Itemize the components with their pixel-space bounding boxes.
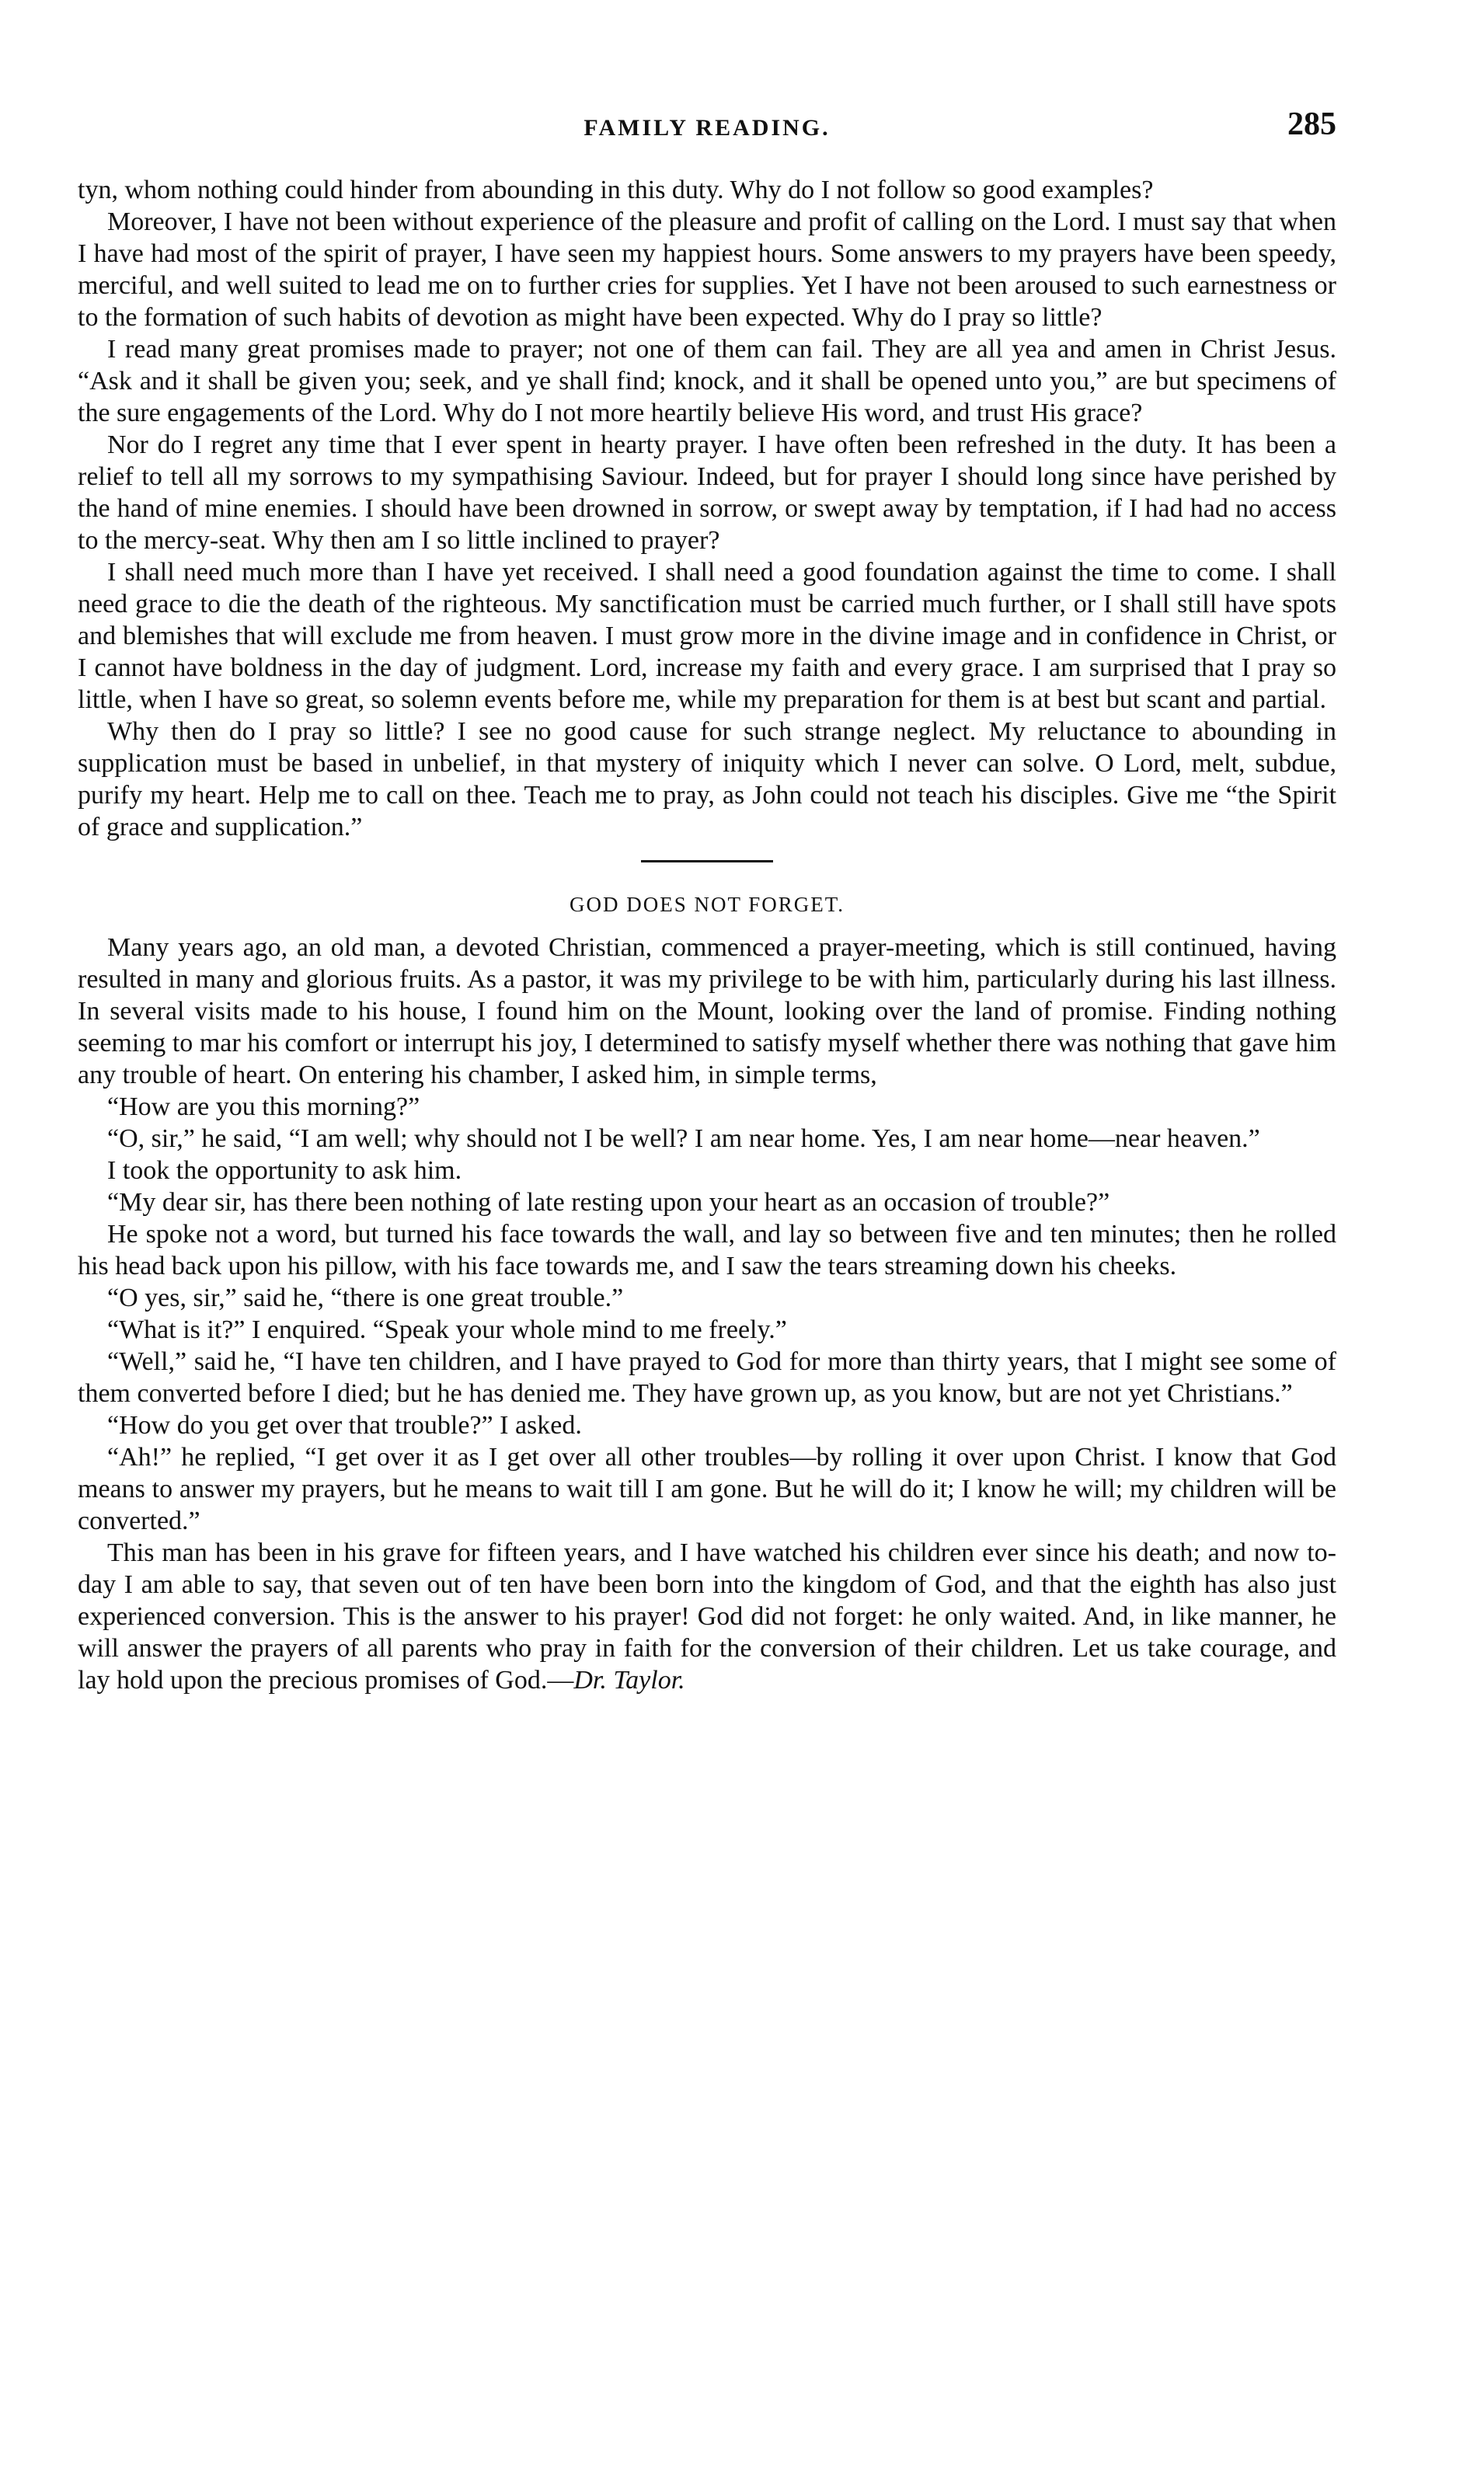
paragraph: “How do you get over that trouble?” I asked. [107, 1411, 582, 1440]
paragraph: He spoke not a word, but turned his face towards the wall, and lay so between five and ten minutes; then he rolled his head back upon his pillow, with his face towards me, and I saw the tears streaming down his cheeks. [78, 1220, 1336, 1280]
paragraph: I read many great promises made to prayer; not one of them can fail. They are all yea and amen in Christ Jesus. “Ask and it shall be given you; seek, and ye shall find; knock, and it shall be opened unto you,” are but specimens of the sure engagements of the Lord. Why do I not more heartily believe His word, and trust His grace? [78, 335, 1336, 427]
article-body [78, 174, 1336, 1696]
page-header [78, 101, 1336, 163]
final-paragraph [78, 1537, 1336, 1696]
paragraph-text: This man has been in his grave for fifteen years, and I have watched his children ever since his death; and now to-day I am able to say, that seven out of ten have been born into the kingdom of God, and that the eighth has also just experienced conversion. This is the answer to his prayer! God did not forget: he only waited. And, in like manner, he will answer the prayers of all parents who pray in faith for the conversion of their children. Let us take courage, and lay hold upon the precious promises of God.— [78, 1538, 1336, 1695]
paragraph: Nor do I regret any time that I ever spent in hearty prayer. I have often been refreshed in the duty. It has been a relief to tell all my sorrows to my sympathising Saviour. Indeed, but for prayer I should long since have perished by the hand of mine enemies. I should have been drowned in sorrow, or swept away by temptation, if I had had no access to the mercy-seat. Why then am I so little inclined to prayer? [78, 430, 1336, 555]
paragraph: “O yes, sir,” said he, “there is one great trouble.” [107, 1284, 624, 1312]
book-page [78, 101, 1336, 1696]
section-divider [641, 860, 773, 862]
paragraph: “What is it?” I enquired. “Speak your whole mind to me freely.” [107, 1315, 787, 1344]
paragraph: “My dear sir, has there been nothing of late resting upon your heart as an occasion of trouble?” [107, 1188, 1110, 1217]
paragraph: Why then do I pray so little? I see no good cause for such strange neglect. My reluctance to abounding in supplication must be based in unbelief, in that mystery of iniquity which I never can solve. O Lord, melt, subdue, purify my heart. Help me to call on thee. Teach me to pray, as John could not teach his disciples. Give me “the Spirit of grace and supplication.” [78, 717, 1336, 841]
paragraph: tyn, whom nothing could hinder from abounding in this duty. Why do I not follow so good examples? [78, 176, 1154, 204]
author-signature: Dr. Taylor. [573, 1666, 685, 1695]
page-number: 285 [1287, 106, 1336, 142]
section-title: GOD DOES NOT FORGET. [569, 893, 845, 916]
paragraph: I shall need much more than I have yet received. I shall need a good foundation against the time to come. I shall need grace to die the death of the righteous. My sanctification must be carried much further, or I shall still have spots and blemishes that will exclude me from heaven. I must grow more in the divine image and in confidence in Christ, or I cannot have boldness in the day of judgment. Lord, increase my faith and every grace. I am surprised that I pray so little, when I have so great, so solemn events before me, while my preparation for them is at best but scant and partial. [78, 558, 1336, 714]
paragraph: I took the opportunity to ask him. [107, 1156, 462, 1185]
paragraph: “O, sir,” he said, “I am well; why should not I be well? I am near home. Yes, I am near home—near heaven.” [107, 1124, 1260, 1153]
paragraph: “Ah!” he replied, “I get over it as I get over all other troubles—by rolling it over upon Christ. I know that God means to answer my prayers, but he means to wait till I am gone. But he will do it; I know he will; my children will be converted.” [78, 1443, 1336, 1535]
paragraph: “Well,” said he, “I have ten children, and I have prayed to God for more than thirty years, that I might see some of them converted before I died; but he has denied me. They have grown up, as you know, but are not yet Christians.” [78, 1347, 1336, 1408]
paragraph: Moreover, I have not been without experience of the pleasure and profit of calling on the Lord. I must say that when I have had most of the spirit of prayer, I have seen my happiest hours. Some answers to my prayers have been speedy, merciful, and well suited to lead me on to further cries for supplies. Yet I have not been aroused to such earnestness or to the formation of such habits of devotion as might have been expected. Why do I pray so little? [78, 207, 1336, 332]
running-head: FAMILY READING. [583, 115, 831, 141]
paragraph: Many years ago, an old man, a devoted Christian, commenced a prayer-meeting, which is still continued, having resulted in many and glorious fruits. As a pastor, it was my privilege to be with him, particularly during his last illness. In several visits made to his house, I found him on the Mount, looking over the land of promise. Finding nothing seeming to mar his comfort or interrupt his joy, I determined to satisfy myself whether there was nothing that gave him any trouble of heart. On entering his chamber, I asked him, in simple terms, [78, 933, 1336, 1089]
paragraph: “How are you this morning?” [107, 1092, 420, 1121]
